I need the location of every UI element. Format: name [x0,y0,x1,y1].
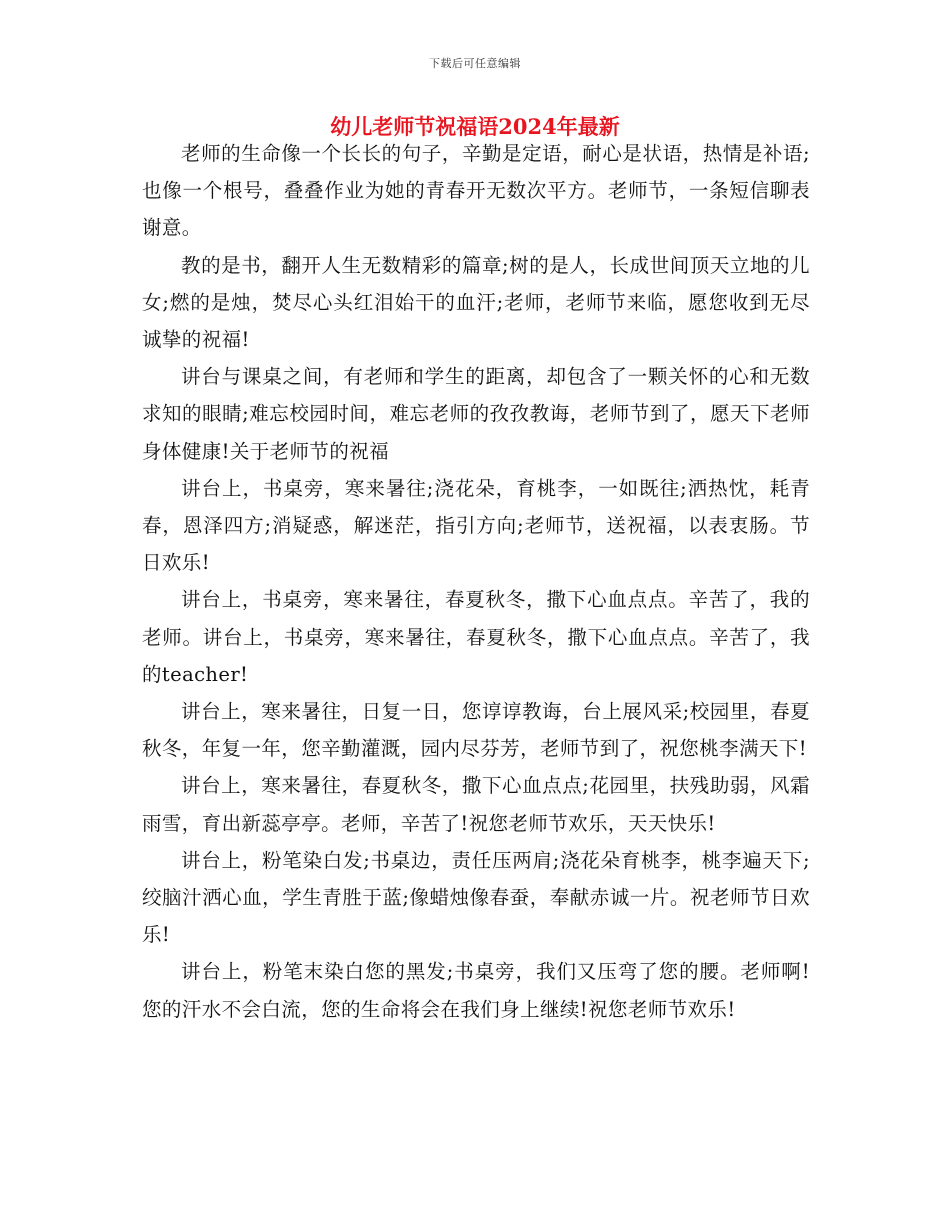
paragraph: 讲台上，寒来暑往，日复一日，您谆谆教诲，台上展风采;校园里，春夏秋冬，年复一年，您辛勤灌溉，园内尽芬芳，老师节到了，祝您桃李满天下! [142,700,810,761]
document-body [142,135,810,1028]
paragraph: 讲台上，书桌旁，寒来暑往，春夏秋冬，撒下心血点点。辛苦了，我的老师。讲台上，书桌旁，寒来暑往，春夏秋冬，撒下心血点点。辛苦了，我的teacher! [142,588,810,686]
paragraph: 讲台与课桌之间，有老师和学生的距离，却包含了一颗关怀的心和无数求知的眼睛;难忘校园时间，难忘老师的孜孜教诲，老师节到了，愿天下老师身体健康!关于老师节的祝福 [142,365,810,463]
paragraph: 老师的生命像一个长长的句子，辛勤是定语，耐心是状语，热情是补语;也像一个根号，叠叠作业为她的青春开无数次平方。老师节，一条短信聊表谢意。 [142,142,810,240]
paragraph: 教的是书，翻开人生无数精彩的篇章;树的是人，长成世间顶天立地的儿女;燃的是烛，焚尽心头红泪始干的血汗;老师，老师节来临，愿您收到无尽诚挚的祝福! [142,253,810,352]
paragraph: 讲台上，书桌旁，寒来暑往;浇花朵，育桃李，一如既往;洒热忱，耗青春，恩泽四方;消疑惑，解迷茫，指引方向;老师节，送祝福，以表衷肠。节日欢乐! [142,476,810,575]
paragraph: 讲台上，寒来暑往，春夏秋冬，撒下心血点点;花园里，扶残助弱，风霜雨雪，育出新蕊亭亭。老师，辛苦了!祝您老师节欢乐，天天快乐! [142,774,810,835]
paragraph: 讲台上，粉笔染白发;书桌边，责任压两肩;浇花朵育桃李，桃李遍天下;绞脑汁洒心血，学生青胜于蓝;像蜡烛像春蚕，奉献赤诚一片。祝老师节日欢乐! [142,848,810,947]
header-note: 下载后可任意编辑 [429,57,521,70]
paragraph: 讲台上，粉笔末染白您的黑发;书桌旁，我们又压弯了您的腰。老师啊!您的汗水不会白流，您的生命将会在我们身上继续!祝您老师节欢乐! [142,960,810,1021]
document-title: 幼儿老师节祝福语2024年最新 [330,114,620,139]
